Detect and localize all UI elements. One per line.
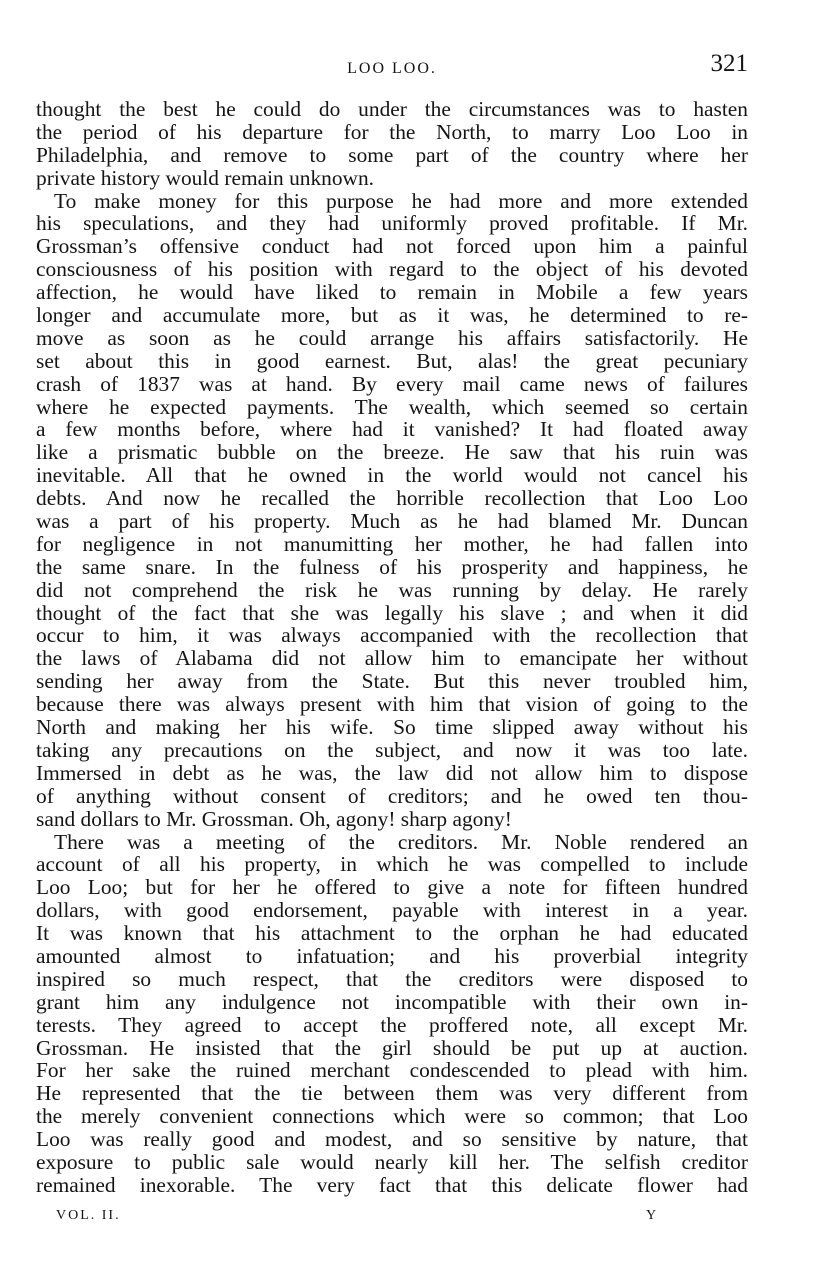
text-line: account of all his property, in which he was compelled to include bbox=[36, 852, 748, 877]
running-head bbox=[36, 50, 748, 90]
text-line: where he expected payments. The wealth, which seemed so certain bbox=[36, 394, 748, 419]
text-line: because there was always present with him that vision of going to the bbox=[36, 692, 748, 717]
text-line: consciousness of his position with regard to the object of his devoted bbox=[36, 257, 748, 282]
text-line: sand dollars to Mr. Grossman. Oh, agony! sharp agony! bbox=[36, 806, 512, 831]
text-line: grant him any indulgence not incompatible with their own in- bbox=[36, 989, 748, 1014]
running-title: LOO LOO. bbox=[347, 60, 437, 77]
text-line: sending her away from the State. But this never troubled him, bbox=[36, 669, 748, 694]
text-line: was a part of his property. Much as he had blamed Mr. Duncan bbox=[36, 509, 748, 534]
text-line: terests. They agreed to accept the proffered note, all except Mr. bbox=[36, 1012, 748, 1037]
text-line: North and making her his wife. So time slipped away without his bbox=[36, 715, 748, 740]
text-line: thought the best he could do under the circumstances was to hasten bbox=[36, 97, 748, 121]
text-line: for negligence in not manumitting her mother, he had fallen into bbox=[36, 531, 748, 556]
page-signature bbox=[36, 1208, 748, 1232]
signature-mark: Y bbox=[646, 1208, 659, 1223]
text-line: like a prismatic bubble on the breeze. He saw that his ruin was bbox=[36, 440, 748, 465]
text-line: affection, he would have liked to remain in Mobile a few years bbox=[36, 280, 748, 305]
text-line: move as soon as he could arrange his affairs satisfactorily. He bbox=[36, 325, 748, 350]
text-line: longer and accumulate more, but as it was, he determined to re- bbox=[36, 303, 748, 328]
text-line: occur to him, it was always accompanied with the recollection that bbox=[36, 623, 748, 648]
text-line: amounted almost to infatuation; and his proverbial integrity bbox=[36, 943, 748, 968]
text-line: taking any precautions on the subject, and now it was too late. bbox=[36, 737, 748, 762]
volume-label: VOL. II. bbox=[56, 1208, 121, 1223]
text-line: Immersed in debt as he was, the law did not allow him to dispose bbox=[36, 760, 748, 785]
body-text bbox=[36, 98, 748, 1197]
text-line: He represented that the tie between them was very different from bbox=[36, 1081, 748, 1106]
text-line: Grossman. He insisted that the girl should be put up at auction. bbox=[36, 1035, 748, 1060]
text-line: To make money for this purpose he had more and more extended bbox=[54, 188, 748, 213]
text-line: remained inexorable. The very fact that this delicate flower had bbox=[36, 1172, 748, 1197]
text-line: inevitable. All that he owned in the world would not cancel his bbox=[36, 463, 748, 488]
text-line: the period of his departure for the North, to marry Loo Loo in bbox=[36, 119, 748, 144]
text-line: inspired so much respect, that the creditors were disposed to bbox=[36, 966, 748, 991]
text-line: the laws of Alabama did not allow him to emancipate her without bbox=[36, 646, 748, 671]
text-line: of anything without consent of creditors; and he owed ten thou- bbox=[36, 783, 748, 808]
text-line: private history would remain unknown. bbox=[36, 165, 375, 190]
text-line: the same snare. In the fulness of his prosperity and happiness, he bbox=[36, 554, 748, 579]
text-line: debts. And now he recalled the horrible recollection that Loo Loo bbox=[36, 486, 748, 511]
text-line: his speculations, and they had uniformly proved profitable. If Mr. bbox=[36, 211, 748, 236]
text-line: Loo Loo; but for her he offered to give a note for fifteen hundred bbox=[36, 875, 748, 900]
page-number: 321 bbox=[710, 50, 748, 77]
text-line: Grossman’s offensive conduct had not forced upon him a painful bbox=[36, 234, 748, 259]
text-line: crash of 1837 was at hand. By every mail came news of failures bbox=[36, 371, 748, 396]
text-line: There was a meeting of the creditors. Mr. Noble rendered an bbox=[54, 829, 748, 854]
text-line: a few months before, where had it vanished? It had floated away bbox=[36, 417, 748, 442]
text-line: It was known that his attachment to the orphan he had educated bbox=[36, 921, 748, 946]
text-line: the merely convenient connections which were so common; that Loo bbox=[36, 1104, 748, 1129]
text-line: set about this in good earnest. But, alas! the great pecuniary bbox=[36, 348, 748, 373]
text-line: Loo was really good and modest, and so sensitive by nature, that bbox=[36, 1127, 748, 1152]
text-line: Philadelphia, and remove to some part of the country where her bbox=[36, 142, 748, 167]
text-line: For her sake the ruined merchant condescended to plead with him. bbox=[36, 1058, 748, 1083]
text-line: thought of the fact that she was legally his slave ; and when it did bbox=[36, 600, 748, 625]
text-line: did not comprehend the risk he was running by delay. He rarely bbox=[36, 577, 748, 602]
book-page bbox=[36, 50, 756, 1260]
text-line: exposure to public sale would nearly kill her. The selfish creditor bbox=[36, 1149, 748, 1174]
text-line: dollars, with good endorsement, payable with interest in a year. bbox=[36, 898, 748, 923]
